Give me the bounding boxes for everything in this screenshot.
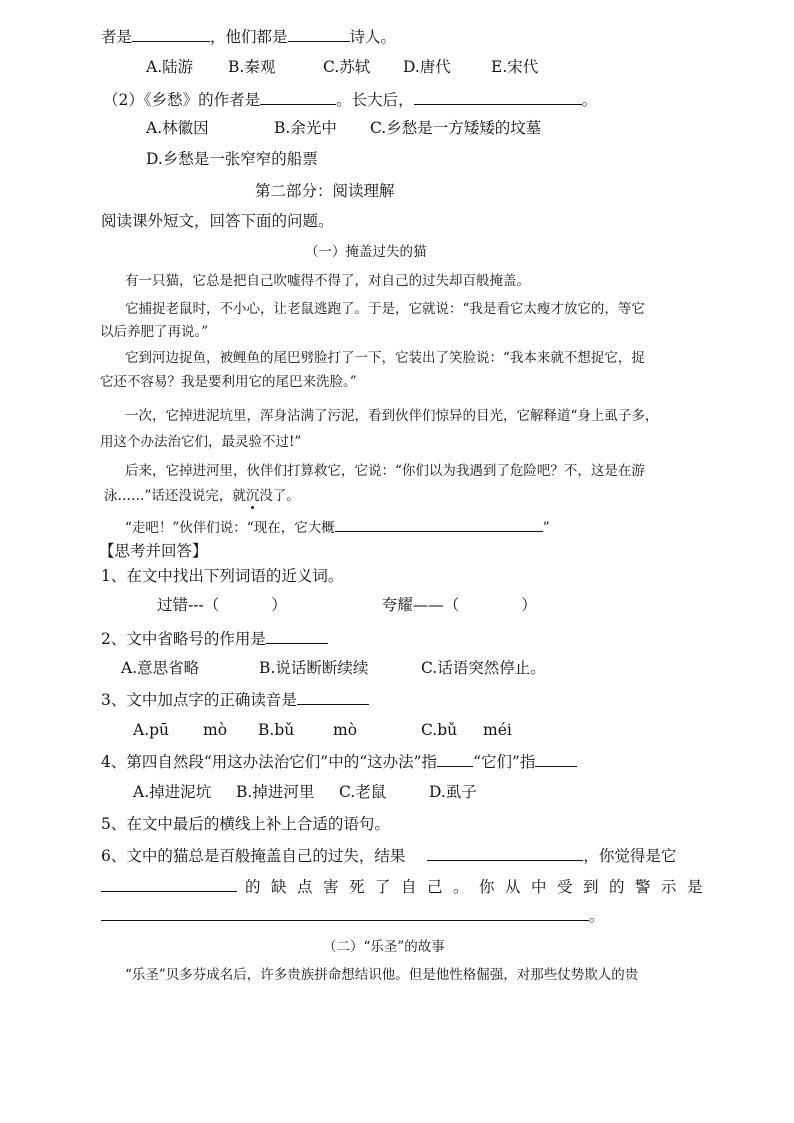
q1-option-e: E.宋代 — [491, 58, 539, 76]
story1-p5b-post: 没了。 — [259, 488, 300, 504]
tq3-option-a2: mò — [203, 721, 228, 739]
tq3-option-c: C.bǔ — [421, 721, 458, 739]
tq1-word2: 夸耀——（ — [381, 596, 460, 614]
story1-p5b — [104, 487, 300, 505]
story1-p6-pre: “走吧！”伙伴们说：“现在，它大概 — [125, 520, 335, 536]
story1-p6 — [125, 516, 550, 537]
tq1-text: 1、在文中找出下列词语的近义词。 — [101, 567, 344, 585]
tq6-end: 。 — [589, 907, 605, 925]
tq4-line — [101, 751, 577, 772]
q1-blank-1[interactable] — [132, 26, 210, 42]
tq3-line — [101, 689, 369, 710]
tq4-blank-2[interactable] — [535, 751, 577, 767]
tq6-blank-2[interactable] — [101, 876, 237, 892]
tq3-blank[interactable] — [297, 689, 369, 705]
tq3-option-b: B.bǔ — [258, 721, 295, 739]
think-header: 【思考并回答】 — [99, 542, 208, 560]
tq1-word1-close: ） — [271, 596, 287, 614]
story2-title: （二）“乐圣”的故事 — [323, 939, 445, 955]
q2-post: 。 — [581, 91, 598, 109]
q1-tail-post: 诗人。 — [349, 28, 397, 46]
tq2-options — [121, 658, 546, 678]
tq1-word2-close: ） — [521, 596, 537, 614]
tq6-line1 — [101, 845, 676, 866]
tq3-option-a: A.pū — [133, 721, 170, 739]
story1-p2a: 它捕捉老鼠时，不小心，让老鼠逃跑了。于是，它就说：“我是看它太瘦才放它的，等它 — [125, 301, 645, 317]
tq3-text: 3、文中加点字的正确读音是 — [101, 691, 297, 709]
q1-option-d: D.唐代 — [403, 58, 451, 76]
story1-p5a: 后来，它掉进河里，伙伴们打算救它，它说：“你们以为我遇到了危险吧？不，这是在游 — [125, 463, 645, 479]
story1-ending-blank[interactable] — [335, 516, 543, 532]
q2-mid: 。长大后， — [336, 91, 414, 109]
tq6-line2-text: 的缺点害死了自己。你从中受到的警示是 — [245, 878, 714, 896]
q1-tail-mid: ，他们都是 — [210, 28, 288, 46]
q2-option-b: B.余光中 — [274, 119, 337, 137]
tq2-option-c: C.话语突然停止。 — [421, 659, 546, 677]
q2-option-d: D.乡愁是一张窄窄的船票 — [146, 150, 318, 168]
tq1-word1: 过错---（ — [157, 596, 220, 614]
reading-instruction: 阅读课外短文，回答下面的问题。 — [101, 212, 334, 230]
story1-p4b: 用这个办法治它们，最灵验不过!” — [100, 434, 302, 450]
q1-option-b: B.秦观 — [228, 58, 276, 76]
tq3-options — [133, 720, 512, 740]
story1-p3b: 它还不容易？我是要利用它的尾巴来洗脸。” — [100, 374, 357, 390]
story1-p4a: 一次，它掉进泥坑里，浑身沾满了污泥，看到伙伴们惊异的目光，它解释道“身上虱子多， — [125, 408, 659, 424]
tq6-line2 — [101, 876, 713, 897]
story1-p6-post: ” — [542, 520, 550, 536]
tq4-option-c: C.老鼠 — [339, 783, 387, 801]
tq2-blank[interactable] — [266, 628, 328, 644]
q1-options — [146, 57, 538, 77]
part2-title: 第二部分：阅读理解 — [255, 182, 395, 200]
tq4-blank-1[interactable] — [437, 751, 473, 767]
tq6-pre: 6、文中的猫总是百般掩盖自己的过失，结果 — [101, 847, 406, 865]
tq5-text: 5、在文中最后的横线上补上合适的语句。 — [101, 815, 390, 833]
story1-title: （一）掩盖过失的猫 — [305, 244, 427, 260]
tq4-option-d: D.虱子 — [429, 783, 477, 801]
tq6-line3 — [101, 905, 605, 926]
story1-p1: 有一只猫，它总是把自己吹嘘得不得了，对自己的过失却百般掩盖。 — [125, 273, 530, 289]
q1-tail-pre: 者是 — [101, 28, 133, 46]
tq2-text: 2、文中省略号的作用是 — [101, 630, 266, 648]
tq6-mid: ，你觉得是它 — [583, 847, 677, 865]
tq4-option-a: A.掉进泥坑 — [133, 783, 212, 801]
story1-p2b: 以后养肥了再说。” — [100, 324, 209, 340]
q2-options-1 — [146, 118, 541, 138]
q1-blank-2[interactable] — [288, 26, 350, 42]
tq4-pre: 4、第四自然段“用这办法治它们”中的“这办法”指 — [101, 753, 438, 771]
dotted-character: 沉 — [245, 488, 260, 504]
tq2-line — [101, 628, 328, 649]
story1-p3a: 它到河边捉鱼，被鲤鱼的尾巴劈脸打了一下，它装出了笑脸说：“我本来就不想捉它，捉 — [125, 350, 645, 366]
q1-option-a: A.陆游 — [146, 58, 194, 76]
q2-options-2 — [146, 149, 318, 169]
tq6-blank-1[interactable] — [427, 845, 583, 861]
story2-p1: “乐圣”贝多芬成名后，许多贵族拼命想结识他。但是他性格倔强，对那些仗势欺人的贵 — [125, 967, 639, 983]
tq3-option-c2: méi — [483, 721, 512, 739]
q2-option-c: C.乡愁是一方矮矮的坟墓 — [370, 119, 542, 137]
tq6-blank-3[interactable] — [101, 905, 589, 921]
tq1-words — [157, 595, 537, 615]
tq2-option-b: B.说话断断续续 — [259, 659, 369, 677]
tq4-mid: “它们”指 — [473, 753, 536, 771]
tq3-option-b2: mò — [333, 721, 358, 739]
q2-blank-2[interactable] — [414, 89, 582, 105]
q2-pre: （2）《乡愁》的作者是 — [103, 91, 261, 109]
tq4-options — [133, 782, 477, 802]
q2-blank-1[interactable] — [260, 89, 336, 105]
tq2-option-a: A.意思省略 — [121, 659, 200, 677]
tq4-option-b: B.掉进河里 — [236, 783, 315, 801]
q2-option-a: A.林徽因 — [146, 119, 209, 137]
story1-p5b-pre: 泳……”话还没说完，就 — [104, 488, 246, 504]
q1-option-c: C.苏轼 — [323, 58, 371, 76]
q1-tail-line — [101, 26, 396, 47]
q2-line — [103, 89, 597, 110]
